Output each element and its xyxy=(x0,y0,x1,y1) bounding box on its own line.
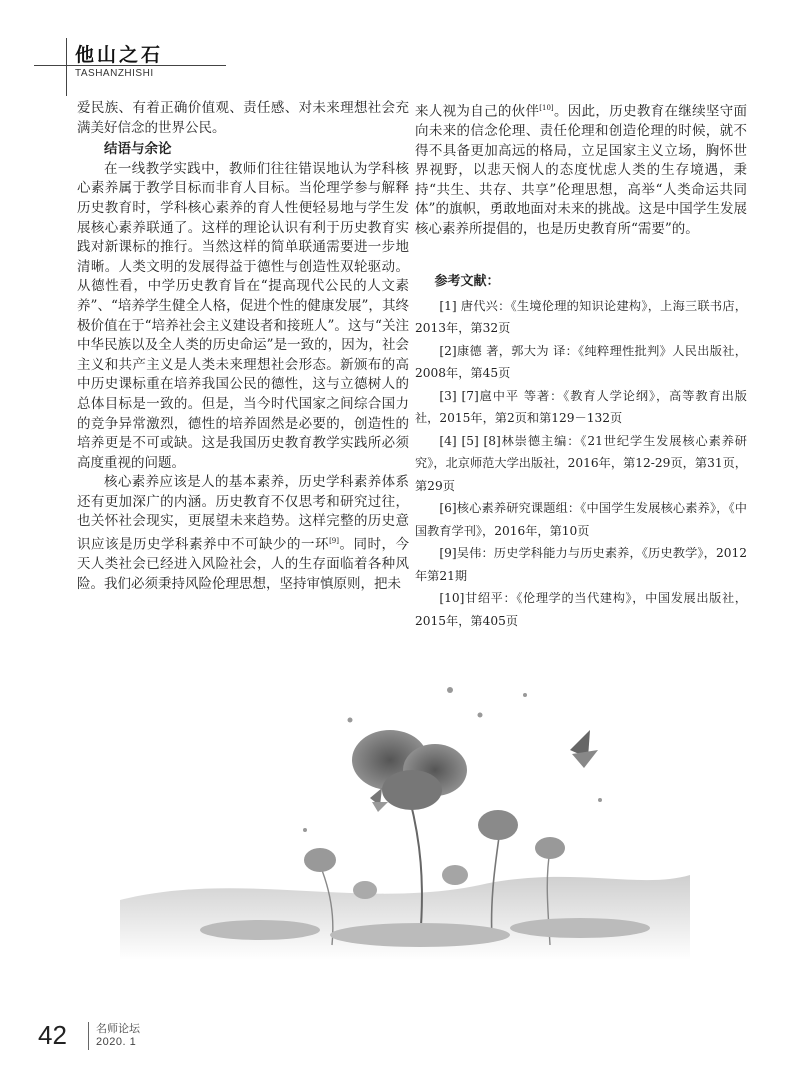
reference-item: [1] 唐代兴：《生境伦理的知识论建构》，上海三联书店，2013年，第32页 xyxy=(415,298,747,336)
page-number: 42 xyxy=(38,1020,67,1050)
reference-item: [10]甘绍平：《伦理学的当代建构》，中国发展出版社，2015年，第405页 xyxy=(415,591,747,628)
reference-item: [2]康德 著，郭大为 译：《纯粹理性批判》人民出版社，2008年，第45页 xyxy=(415,343,747,381)
right-column xyxy=(415,99,747,632)
magazine-name: 名师论坛 xyxy=(96,1022,140,1035)
text-segment: 。因此，历史教育在继续坚守面向未来的信念伦理、责任伦理和创造伦理的时候，就不得不具备更加高远的格局，立足国家主义立场，胸怀世界视野，以悲天悯人的态度忧虑人类的生存境遇，秉持“共生、共存、共享”伦理思想，高举“人类命运共同体”的旗帜，勇敢地面对未来的挑战。这是中国学生发展核心素养所提倡的，也是历史教育所“需要”的。 xyxy=(415,103,748,238)
references-heading: 参考文献： xyxy=(434,273,500,289)
section-title: 他山之石 xyxy=(75,44,164,66)
reference-item: [3] [7]扈中平 等著：《教育人学论纲》，高等教育出版社，2015年，第2页和第129－132页 xyxy=(415,388,747,426)
text-segment: 核心素养应该是人的基本素养，历史学科素养体系还有更加深广的内涵。历史教育不仅思考和研究过往，也关怀社会现实，更展望未来趋势。这样完整的历史意识应该是历史学科素养中不可缺少的一环 xyxy=(77,474,409,553)
flower-butterfly-illustration xyxy=(120,650,690,960)
reference-item: [4] [5] [8]林崇德主编：《21世纪学生发展核心素养研究》，北京师范大学出版社，2016年，第12-29页，第31页，第29页 xyxy=(415,433,747,493)
footer-divider xyxy=(88,1022,89,1050)
body-paragraph xyxy=(415,99,747,240)
text-segment: 来人视为自己的伙伴 xyxy=(415,103,540,120)
reference-item: [9]吴伟：历史学科能力与历史素养，《历史教学》，2012年第21期 xyxy=(415,546,747,583)
body-paragraph: 在一线教学实践中，教师们往往错误地认为学科核心素养属于教学目标而非育人目标。当伦理学参与解释历史教育时，学科核心素养的育人性便轻易地与学生发展核心素养联通了。这样的理论认识有利于历史教育实践对新课标的推行。当然这样的简单联通需要进一步地清晰。人类文明的发展得益于德性与创造性双轮驱动。从德性看，中学历史教育旨在“提高现代公民的人文素养”、“培养学生健全人格，促进个性的健康发展”，其终极价值在于“培养社会主义建设者和接班人”。这与“关注中华民族以及全人类的历史命运”是一致的，因为，社会主义和共产主义是人类未来理想社会形态。新颁布的高中历史课标重在培养我国公民的德性，这与立德树人的总体目标是一致的。但是，当今时代国家之间综合国力的竞争异常激烈，德性的培养固然是必要的，创造性的培养更是不可或缺。这是我国历史教育教学实践所必须高度重视的问题。 xyxy=(77,160,409,471)
text-segment: 。同时，今天人类社会已经进入风险社会，人的生存面临着各种风险。我们必须秉持风险伦理思想，坚持审慎原则，把未 xyxy=(77,536,410,592)
citation-marker: [9] xyxy=(329,537,339,546)
section-heading: 结语与余论 xyxy=(104,141,172,158)
issue-date: 2020. 1 xyxy=(96,1036,137,1048)
reference-item: [6]核心素养研究课题组：《中国学生发展核心素养》，《中国教育学刊》，2016年，第10页 xyxy=(415,501,747,538)
butterfly-icon xyxy=(570,730,598,768)
header-divider-vertical xyxy=(66,38,67,96)
body-paragraph xyxy=(77,473,409,594)
main-flower xyxy=(352,730,467,810)
section-subtitle: TASHANZHISHI xyxy=(75,68,154,79)
intro-paragraph: 爱民族、有着正确价值观、责任感、对未来理想社会充满美好信念的世界公民。 xyxy=(77,100,409,136)
left-column xyxy=(77,99,409,594)
citation-marker: [10] xyxy=(539,104,554,112)
ground-wave xyxy=(120,875,690,960)
